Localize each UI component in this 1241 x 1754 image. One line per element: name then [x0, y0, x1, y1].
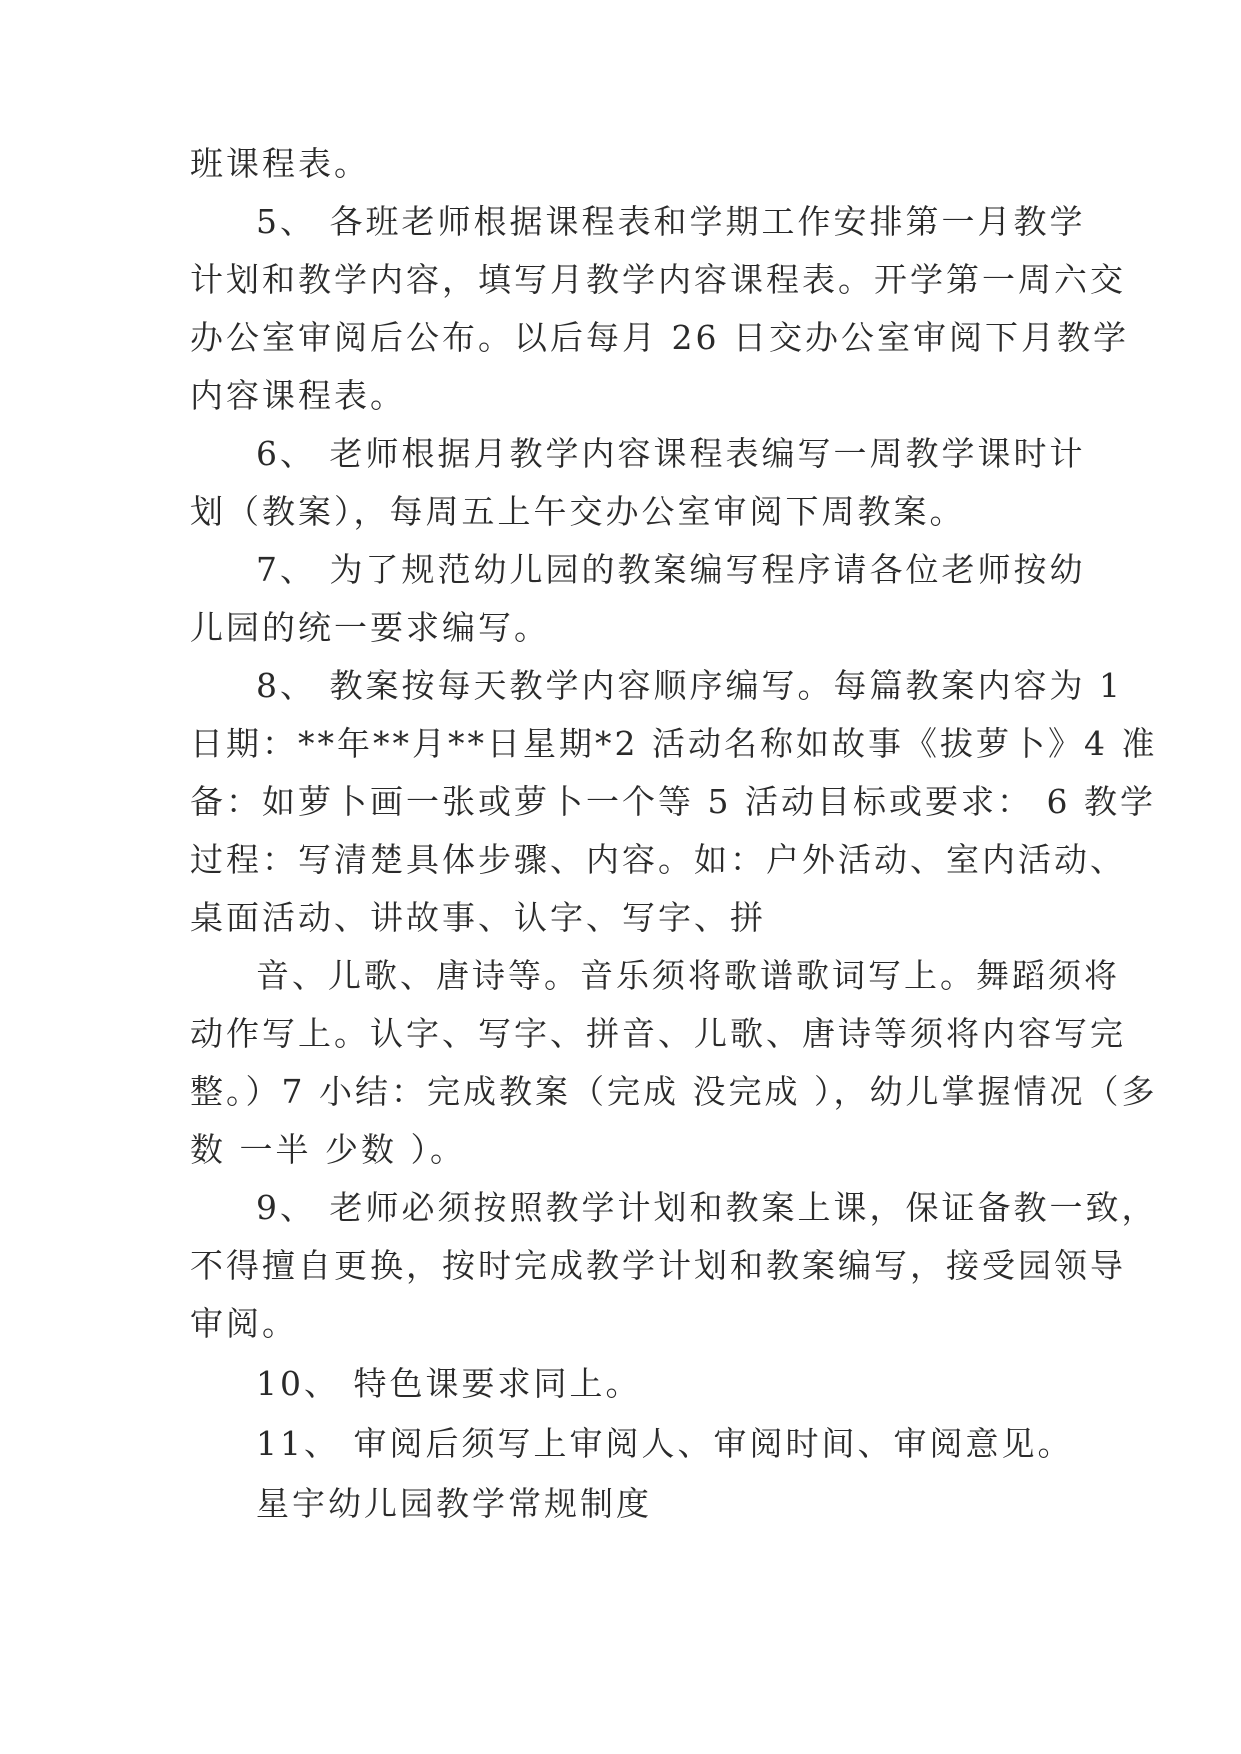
text-line: 7、 为了规范幼儿园的教案编写程序请各位老师按幼 — [256, 550, 1086, 589]
text-line: 不得擅自更换，按时完成教学计划和教案编写，接受园领导 — [190, 1246, 1126, 1285]
text-line: 11、 审阅后须写上审阅人、审阅时间、审阅意见。 — [256, 1424, 1074, 1463]
text-line: 8、 教案按每天教学内容顺序编写。每篇教案内容为 1 — [256, 666, 1123, 705]
text-line: 班课程表。 — [190, 144, 370, 183]
text-line: 数 一半 少数 ）。 — [190, 1130, 466, 1169]
text-line: 5、 各班老师根据课程表和学期工作安排第一月教学 — [256, 202, 1086, 241]
text-line: 审阅。 — [190, 1304, 298, 1343]
text-line: 10、 特色课要求同上。 — [256, 1364, 642, 1403]
text-line: 备：如萝卜画一张或萝卜一个等 5 活动目标或要求： 6 教学 — [190, 782, 1156, 821]
text-line: 6、 老师根据月教学内容课程表编写一周教学课时计 — [256, 434, 1086, 473]
text-line: 内容课程表。 — [190, 376, 406, 415]
text-line: 桌面活动、讲故事、认字、写字、拼 — [190, 898, 766, 937]
text-line: 日期：**年**月**日星期*2 活动名称如故事《拔萝卜》4 准 — [190, 724, 1158, 763]
text-line: 音、儿歌、唐诗等。音乐须将歌谱歌词写上。舞蹈须将 — [256, 956, 1120, 995]
text-line: 计划和教学内容，填写月教学内容课程表。开学第一周六交 — [190, 260, 1126, 299]
text-line: 过程：写清楚具体步骤、内容。如：户外活动、室内活动、 — [190, 840, 1126, 879]
text-line: 9、 老师必须按照教学计划和教案上课，保证备教一致， — [256, 1188, 1158, 1227]
text-line: 办公室审阅后公布。以后每月 26 日交办公室审阅下月教学 — [190, 318, 1129, 357]
text-line: 整。）7 小结：完成教案（完成 没完成 ），幼儿掌握情况（多 — [190, 1072, 1158, 1111]
text-line: 动作写上。认字、写字、拼音、儿歌、唐诗等须将内容写完 — [190, 1014, 1126, 1053]
text-line: 星宇幼儿园教学常规制度 — [256, 1484, 652, 1523]
text-line: 划（教案），每周五上午交办公室审阅下周教案。 — [190, 492, 966, 531]
text-line: 儿园的统一要求编写。 — [190, 608, 550, 647]
